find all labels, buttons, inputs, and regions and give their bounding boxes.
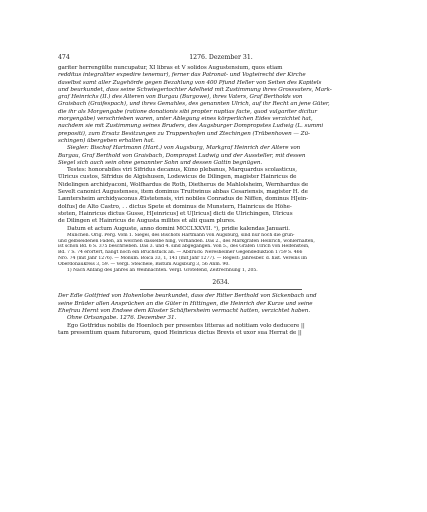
note-line: München. Orig. Perg. Vom 1. Siegel, des Bischofs Hartmann von Augsburg, sind nur noch die grün- — [67, 232, 295, 238]
text-line: Siegel sich auch sein ohne genannter Sohn und dessen Gattin begnügen. — [58, 159, 263, 166]
text-line: Nidelingen archidyaconi, Wolfhardus de Roth, Dietherus de Mahlolsheim, Wernhardus de — [58, 181, 309, 188]
datum-line: Datum et actum Auguste, anno domini MCCLXXVII. ¹), pridie kalendas Januarii. — [67, 225, 291, 232]
text-line: Læntersheim archidyaconus Æistetensis, viri nobiles Conradus de Niffen, dominus H[ein- — [58, 196, 309, 203]
text-line: Ehefrau Hernt von Endsee dem Kloster Schäftersheim vermacht hatten, verzichtet haben. — [58, 308, 311, 314]
charter-summary — [58, 65, 384, 145]
note-line: und gelbseidenen Fäden, an welchen dasselbe hing, vorhanden. Das 2., des Markgrafen Heinrich, wohlerhalten, — [58, 238, 315, 244]
document-body — [58, 65, 384, 337]
siegler-paragraph — [58, 145, 384, 167]
text-line: Siegler: Bischof Hartmann (Hart.) von Augsburg, Markgraf Heinrich der Ältere von — [67, 145, 301, 152]
text-line: die ihr als Morgengabe (ratione donationis sibi propter nuptias facte, quod vulgariter dicitur — [58, 108, 317, 115]
text-line: Burgau, Graf Berthold von Graisbach, Dompropst Ludwig und der Aussteller, mit dessen — [58, 152, 306, 159]
text-line: redditus integraliter expedire tenemur), ferner das Patronat- und Vogteirecht der Kirche — [58, 72, 306, 79]
header-date: 1276. Dezember 31. — [189, 54, 253, 61]
page-number: 474 — [58, 54, 70, 61]
archival-notes — [58, 233, 384, 274]
text-line: Ůlricus custos, Sifridus de Algishusen, Lodewicus de Dilingen, magister Hainricus de — [58, 174, 297, 181]
text-line: daselbst samt aller Zugehörde gegen Bezahlung von 400 Pfund Heller von Seiten des Kapitels — [58, 79, 322, 86]
text-line: nachdem sie mit Zustimmung seines Bruders, des Augsburger Dompropstes Ludwig (L. summi — [58, 123, 324, 130]
footnote-line: 1) Nach Anfang des Jahres an Weihnachten. Vergl. Grotefend, Zeitrechnung 1, 205. — [67, 267, 258, 273]
text-line: prepositi), zum Ersatz Besitzungen zu Truppenhofen und Ztechingen (Trübenhoven — Zü- — [58, 130, 310, 137]
text-line: Ego Gotfridus nobilis de Hoenloch per presentes litteras ad notitiam volo deducere || — [67, 322, 305, 329]
note-line: ist schon Bd. 6 S. 375 beschrieben. Das 3. und 4. sind abgegangen. Von 5., des Grafen Ulrich von Helfenstein, — [58, 244, 310, 250]
text-line: Der Edle Gottfried von Hohenlohe beurkundet, dass der Ritter Berthold von Sickenbach und — [58, 293, 317, 300]
charter-2-text — [58, 323, 384, 338]
text-line: steten, Hainricus dictus Gusse, H[einricus] et Ü[lricus] dicti de Ulrichingen, Ůlricus — [58, 210, 293, 217]
text-line: Sevelt canonici Augustenses, item dominus Truitwinus abbas Cesariensis, magister H. de — [58, 189, 308, 196]
divider — [140, 289, 302, 290]
note-line: Bd. 7 S. 74 erörtert, hängt noch ein Bruchstück an. — Abdruck: Neresheimer Gegendeduktion 1759 S. 466 — [58, 250, 303, 256]
running-header — [58, 54, 384, 62]
text-line: Testes: honorabiles viri Sifridus decanus, Kûno plebanus, Marquardus scolasticus, — [67, 167, 297, 174]
text-line: dolfus] de Alto Castro, . . dictus Spete et dominus de Munstern, Hainricus de Hôhe- — [58, 203, 292, 210]
text-line: und beurkundet, dass seine Schwiegertochter Adelheid mit Zustimmung ihres Grossvaters, Mark- — [58, 86, 332, 93]
text-line: gariter herrengülte nuncupatur, XI libras et V solidos Augustensium, quos etiam — [58, 65, 283, 71]
text-line: schingen) übergeben erhalten hat. — [58, 137, 155, 144]
note-line: Nro. 74 (mit Jahr 1276). — Monum. Boica 33, 1, 141 (mit Jahr 1277). — Regest: Jahresber. d. hist. Vereins im — [58, 256, 307, 262]
note-line: Oberdonaukreis 3, 59. — Vergl. Steichele, Bistum Augsburg 3, 56 Anm. 90. — [58, 261, 230, 267]
text-line: seine Brüder allen Ansprüchen an die Güter in Hittingen, die Heinrich der Kurze und seine — [58, 300, 313, 307]
testes-paragraph — [58, 167, 384, 225]
text-line: morgengâbe) verschrieben waren, unter Ablegung eines körperlichen Eides verzichtet hat, — [58, 116, 313, 123]
document-number: 2634. — [212, 279, 230, 287]
place-date-line: Ohne Ortsangabe. 1276. Dezember 31. — [67, 315, 177, 322]
text-line: Graisbach (Graifespach), und ihres Gemahles, des genannten Ulrich, auf ihr Recht an jene Güter, — [58, 101, 330, 108]
text-line: de Dilingen et Hainricus de Augusta milites et alii quam plures. — [58, 218, 236, 225]
text-line: tam presentium quam futurorum, quod Heinricus dictus Brevis et uxor sua Herrat de || — [58, 329, 302, 336]
text-line: graf Heinrichs (II.) des Älteren von Burgau (Burgowe), ihres Vaters, Graf Bertholds von — [58, 94, 303, 101]
charter-2-summary — [58, 293, 384, 315]
